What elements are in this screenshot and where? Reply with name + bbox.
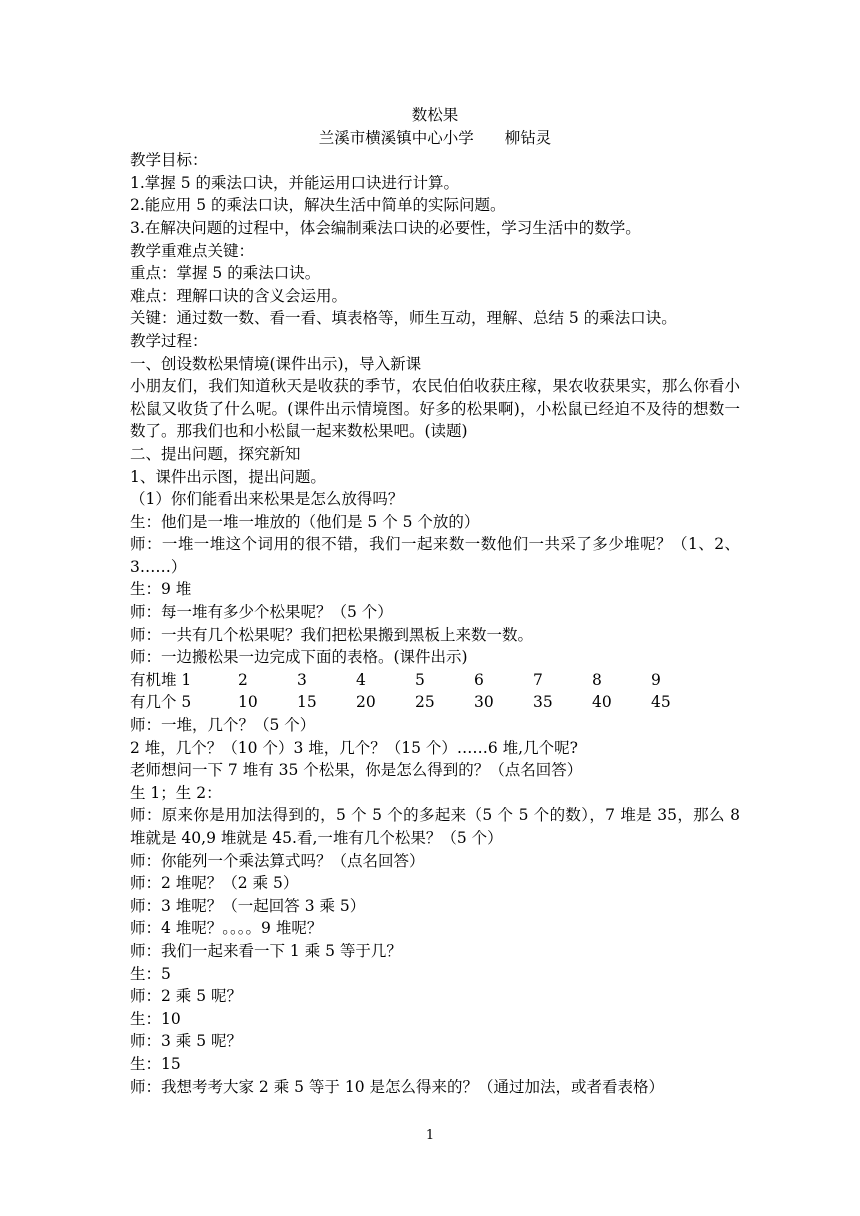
table-cell: 40 — [592, 693, 612, 712]
text-line: 师：每一堆有多少个松果呢？（5 个） — [130, 603, 393, 622]
table-cell: 10 — [238, 693, 258, 712]
table-cell: 45 — [651, 693, 671, 712]
text-block-e — [130, 850, 740, 1099]
text-block-b — [130, 443, 740, 533]
page-number: 1 — [425, 1128, 435, 1143]
text-block-a — [130, 149, 740, 375]
pile-count-table — [130, 669, 740, 714]
table-row-piles — [130, 669, 740, 692]
text-line: 生：15 — [130, 1054, 181, 1073]
table-cell: 15 — [297, 693, 317, 712]
text-line: 师：我们一起来看一下 1 乘 5 等于几？ — [130, 941, 402, 960]
table-cell: 30 — [474, 693, 494, 712]
text-line: 师：4 堆呢？。。。。9 堆呢？ — [130, 919, 323, 938]
text-line: 2.能应用 5 的乘法口诀，解决生活中简单的实际问题。 — [130, 196, 506, 215]
text-line: 1、课件出示图，提出问题。 — [130, 467, 326, 486]
table-cell: 6 — [474, 670, 484, 689]
paragraph-count-piles: 师：一堆一堆这个词用的很不错，我们一起来数一数他们一共采了多少堆呢？（1、2、3……） — [130, 535, 740, 576]
table-cell: 25 — [415, 693, 435, 712]
text-line: 生：他们是一堆一堆放的（他们是 5 个 5 个放的） — [130, 512, 480, 531]
text-line: 教学过程： — [130, 331, 208, 350]
table-cell: 20 — [356, 693, 376, 712]
text-line: 师：2 堆呢？（2 乘 5） — [130, 874, 299, 893]
text-line: 生：9 堆 — [130, 580, 192, 599]
text-line: 师：一边搬松果一边完成下面的表格。(课件出示) — [130, 648, 468, 667]
table-cell: 3 — [297, 670, 307, 689]
text-line: 师：2 乘 5 呢？ — [130, 987, 243, 1006]
text-line: 生：5 — [130, 964, 171, 983]
table-row-label: 有机堆 1 — [130, 670, 192, 689]
table-cell: 9 — [651, 670, 661, 689]
text-line: 师：3 堆呢？（一起回答 3 乘 5） — [130, 896, 366, 915]
text-line: 师：我想考考大家 2 乘 5 等于 10 是怎么得来的？（通过加法，或者看表格） — [130, 1077, 665, 1096]
text-line: 3.在解决问题的过程中，体会编制乘法口诀的必要性，学习生活中的数学。 — [130, 218, 641, 237]
text-line: 一、创设数松果情境(课件出示)，导入新课 — [130, 354, 422, 373]
text-line: 师：3 乘 5 呢？ — [130, 1032, 243, 1051]
document-page — [130, 104, 740, 1098]
text-line: 老师想问一下 7 堆有 35 个松果，你是怎么得到的？（点名回答） — [130, 761, 583, 780]
text-line: 1.掌握 5 的乘法口诀，并能运用口诀进行计算。 — [130, 173, 460, 192]
text-line: 教学目标： — [130, 151, 208, 170]
text-line: 生 1；生 2： — [130, 783, 222, 802]
text-line: 师：你能列一个乘法算式吗？（点名回答） — [130, 851, 425, 870]
text-line: 二、提出问题，探究新知 — [130, 444, 301, 463]
text-line: 生：10 — [130, 1009, 181, 1028]
text-block-d — [130, 714, 740, 804]
table-row-count — [130, 691, 740, 714]
table-cell: 5 — [415, 670, 425, 689]
doc-title: 数松果 — [411, 106, 459, 124]
table-cell: 4 — [356, 670, 366, 689]
paragraph-intro: 小朋友们，我们知道秋天是收获的季节，农民伯伯收获庄稼，果农收获果实，那么你看小松鼠又收货了什么呢。(课件出示情境图。好多的松果啊)，小松鼠已经迫不及待的想数一数了。那我们也和小松鼠一起来数松果吧。(读题) — [130, 377, 740, 441]
text-line: 师：一堆，几个？（5 个） — [130, 716, 316, 735]
table-cell: 2 — [238, 670, 248, 689]
text-block-c — [130, 578, 740, 668]
table-cell: 7 — [533, 670, 543, 689]
table-row-label: 有几个 5 — [130, 693, 192, 712]
table-cell: 35 — [533, 693, 553, 712]
text-line: 师：一共有几个松果呢？我们把松果搬到黑板上来数一数。 — [130, 625, 534, 644]
paragraph-addition: 师：原来你是用加法得到的，5 个 5 个的多起来（5 个 5 个的数），7 堆是 35，那么 8 堆就是 40,9 堆就是 45.看,一堆有几个松果？（5 个） — [130, 806, 740, 847]
text-line: （1）你们能看出来松果是怎么放得吗？ — [130, 490, 404, 509]
text-line: 2 堆，几个？（10 个）3 堆，几个？（15 个）……6 堆,几个呢? — [130, 738, 578, 757]
text-line: 关键：通过数一数、看一看、填表格等，师生互动，理解、总结 5 的乘法口诀。 — [130, 309, 677, 328]
doc-author-line: 兰溪市横溪镇中心小学 柳钻灵 — [318, 128, 552, 147]
text-line: 重点：掌握 5 的乘法口诀。 — [130, 264, 321, 283]
text-line: 教学重难点关键： — [130, 241, 255, 260]
table-cell: 8 — [592, 670, 602, 689]
text-line: 难点：理解口诀的含义会运用。 — [130, 286, 348, 305]
